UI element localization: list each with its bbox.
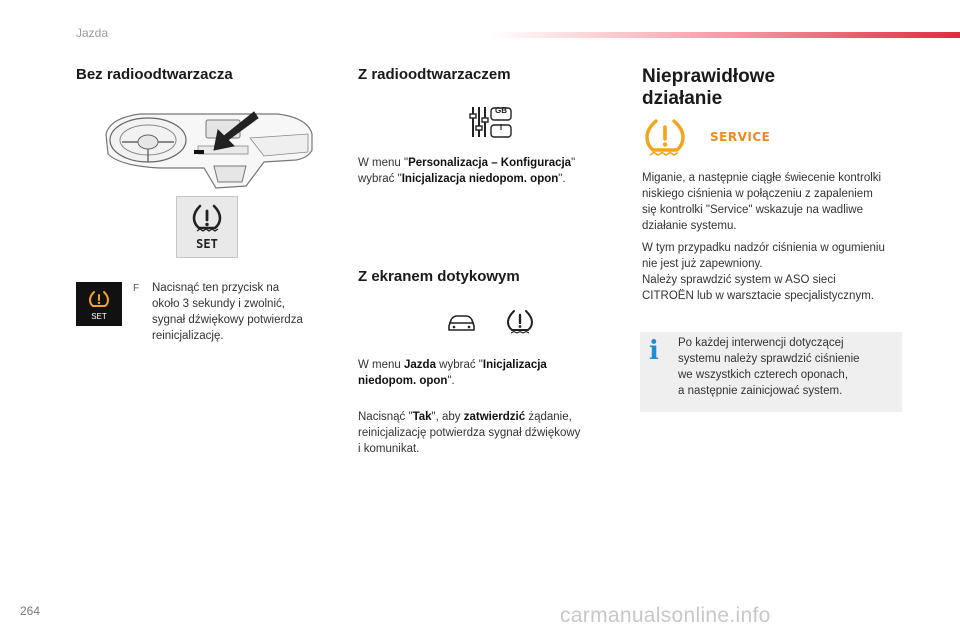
set-button-thumbnail bbox=[76, 282, 122, 326]
car-icon bbox=[446, 312, 476, 334]
page-number: 264 bbox=[20, 604, 41, 618]
header-accent-bar bbox=[490, 32, 960, 38]
instruction-line: niedopom. opon". bbox=[358, 375, 455, 387]
info-text bbox=[678, 335, 860, 399]
tire-pressure-icon bbox=[88, 290, 110, 308]
text-line: nie jest już zapewniony. bbox=[642, 258, 763, 270]
language-badge: GB bbox=[495, 106, 507, 115]
instruction-line: W menu "Personalizacja – Konfiguracja" bbox=[358, 157, 576, 169]
set-label: SET bbox=[196, 237, 218, 251]
watermark: carmanualsonline.info bbox=[560, 604, 771, 627]
text-line: we wszystkich czterech oponach, bbox=[678, 369, 849, 381]
instruction-line: sygnał dźwiękowy potwierdza bbox=[152, 314, 303, 326]
instruction-line: Nacisnąć ten przycisk na bbox=[152, 282, 280, 294]
service-warning-label: SERVICE bbox=[710, 130, 771, 144]
instruction-line: W menu Jazda wybrać "Inicjalizacja bbox=[358, 359, 547, 371]
confirm-instruction bbox=[358, 409, 580, 457]
instruction-line: reinicjalizację. bbox=[152, 330, 224, 342]
info-icon: i bbox=[649, 336, 659, 366]
text-line: Należy sprawdzić system w ASO sieci bbox=[642, 274, 836, 286]
bullet-marker: F bbox=[133, 283, 140, 294]
heading-without-radio: Bez radioodtwarzacza bbox=[76, 66, 233, 83]
text-line: a następnie zainicjować system. bbox=[678, 385, 843, 397]
text-line: się kontrolki "Service" wskazuje na wadliwe bbox=[642, 204, 864, 216]
malfunction-paragraph-2 bbox=[642, 240, 885, 304]
tire-pressure-icon bbox=[506, 309, 534, 335]
language-badge-alt: I bbox=[499, 123, 503, 132]
instruction-line: wybrać "Inicjalizacja niedopom. opon". bbox=[358, 173, 566, 185]
text-line: systemu należy sprawdzić ciśnienie bbox=[678, 353, 860, 365]
text-line: W tym przypadku nadzór ciśnienia w ogumieniu bbox=[642, 242, 885, 254]
instruction-line: i komunikat. bbox=[358, 443, 420, 455]
heading-touchscreen: Z ekranem dotykowym bbox=[358, 268, 520, 285]
text-line: Miganie, a następnie ciągłe świecenie kontrolki bbox=[642, 172, 882, 184]
instruction-line: reinicjalizację potwierdza sygnał dźwiękowy bbox=[358, 427, 581, 439]
text-line: niskiego ciśnienia w połączeniu z zapaleniem bbox=[642, 188, 873, 200]
touchscreen-instruction bbox=[358, 357, 547, 389]
heading-malfunction: Nieprawidłowe działanie bbox=[642, 66, 776, 109]
without-radio-instruction bbox=[152, 280, 303, 344]
text-line: działanie systemu. bbox=[642, 220, 737, 232]
set-thumb-label: SET bbox=[91, 312, 107, 321]
instruction-line: Nacisnąć "Tak", aby zatwierdzić żądanie, bbox=[358, 411, 572, 423]
heading-with-radio: Z radioodtwarzaczem bbox=[358, 66, 511, 83]
instruction-line: około 3 sekundy i zwolnić, bbox=[152, 298, 285, 310]
radio-instruction bbox=[358, 155, 575, 187]
text-line: CITROËN lub w warsztacie specjalistycznym. bbox=[642, 290, 874, 302]
tire-pressure-warning-icon bbox=[644, 118, 686, 158]
text-line: Po każdej interwencji dotyczącej bbox=[678, 337, 844, 349]
dashboard-illustration bbox=[100, 106, 316, 192]
set-button-illustration bbox=[176, 196, 238, 258]
tire-pressure-icon bbox=[191, 203, 223, 233]
malfunction-paragraph-1 bbox=[642, 170, 881, 234]
section-label: Jazda bbox=[76, 26, 109, 40]
